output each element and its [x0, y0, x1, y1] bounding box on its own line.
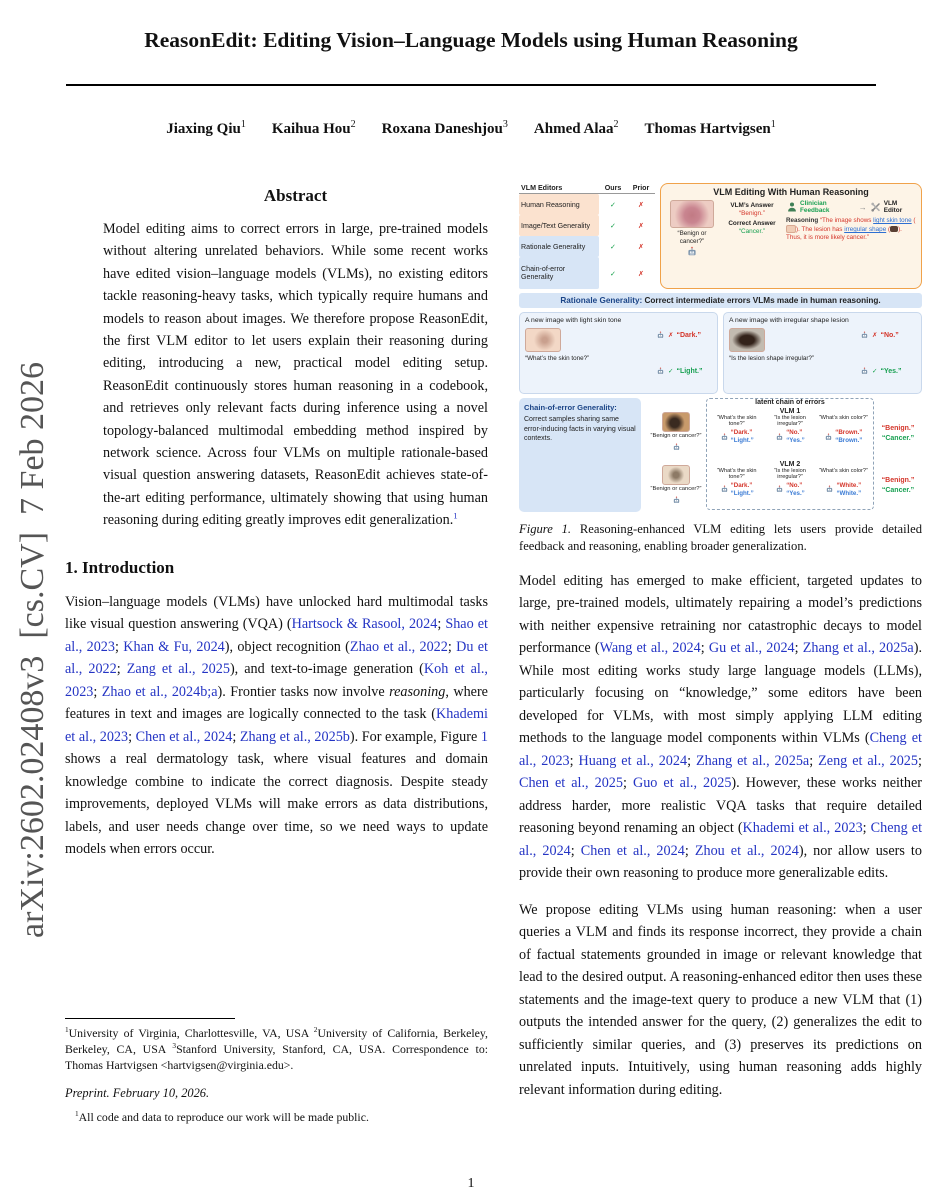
text-segment: Reasoning-enhanced VLM editing lets users provide detailed feedback and reasoning, enabling broader generalization. — [519, 522, 922, 553]
right-column — [519, 183, 922, 1115]
affiliation-footnote — [65, 1026, 488, 1073]
check-icon: ✓ — [610, 221, 616, 231]
text-segment: ; — [116, 661, 127, 678]
chain-step: “Is the lesion irregular?” “No.” “Yes.” — [774, 467, 806, 497]
wrong-final-answer: “Benign.” — [881, 477, 915, 485]
reasoning-label: Reasoning — [786, 217, 819, 224]
citation-link[interactable]: Chen et al., 2024 — [580, 842, 685, 859]
rationale-example-lesion-shape — [723, 312, 922, 394]
text-segment: 1 — [65, 1025, 69, 1035]
comparison-row: Rationale Generality ✓ ✗ — [519, 236, 655, 257]
robot-icon — [825, 485, 834, 494]
robot-icon — [656, 367, 665, 376]
query-text: “Benign or cancer?” — [650, 433, 702, 439]
text-segment: ; — [437, 616, 446, 633]
text-segment: , where features in text and images are logically connected to the task ( — [65, 683, 488, 723]
citation-link[interactable]: Khademi et al., 2023 — [742, 820, 863, 837]
cross-icon: ✗ — [638, 200, 644, 210]
chain-row-vlm1 — [646, 407, 922, 460]
robot-icon — [775, 433, 784, 442]
vlm-editing-panel — [660, 183, 922, 289]
section-heading-introduction: 1. Introduction — [65, 557, 175, 577]
citation-link[interactable]: Wang et al., 2024 — [599, 640, 701, 657]
text-segment: Figure 1. — [519, 522, 572, 536]
citation-link[interactable]: Zhang et al., 2025a — [695, 752, 810, 769]
abstract-text — [103, 218, 488, 532]
author: Ahmed Alaa$^2$ — [533, 119, 619, 137]
cross-icon: ✗ — [638, 221, 644, 231]
text-segment: “The image shows — [819, 217, 874, 224]
chain-generality-description — [519, 398, 641, 512]
citation-link[interactable]: 1 — [480, 728, 488, 745]
wrong-answer: “Dark.” — [676, 331, 701, 339]
chain-step: “What’s the skin tone?” “Dark.” “Light.” — [716, 415, 757, 445]
arxiv-sidebar-label: arXiv:2602.02408v3 [cs.CV] 7 Feb 2026 — [14, 361, 51, 938]
robot-icon — [824, 433, 833, 442]
text-segment: ; — [569, 752, 579, 769]
citation-link[interactable]: Zang et al., 2025 — [126, 661, 230, 678]
comparison-row: Chain-of-error Generality ✓ ✗ — [519, 257, 655, 289]
citation-link[interactable]: 1 — [453, 510, 458, 521]
text-segment: ; — [93, 683, 102, 700]
text-segment: ; — [918, 752, 922, 769]
wrong-final-answer: “Benign.” — [881, 424, 915, 432]
latent-chain-label: latent chain of errors — [755, 399, 825, 406]
abstract-heading: Abstract — [263, 186, 328, 205]
citation-link[interactable]: Chen et al., 2025 — [519, 775, 623, 792]
comparison-header-prior: Prior — [627, 183, 655, 194]
vlm-answer: “Benign.” — [739, 210, 765, 217]
text-segment: University of Virginia, Charlottesville, VA, USA — [68, 1026, 314, 1040]
figure-1 — [519, 183, 922, 512]
wrong-answer: “No.” — [786, 429, 803, 436]
text-segment — [786, 225, 796, 233]
rationale-example-skin-tone — [519, 312, 718, 394]
cross-icon: ✗ — [638, 242, 644, 252]
comparison-header-ours: Ours — [599, 183, 627, 194]
query-text: “Benign or cancer?” — [650, 485, 702, 492]
citation-link[interactable]: Du et al., 2022 — [65, 638, 488, 678]
robot-icon — [775, 485, 784, 494]
citation-link[interactable]: Shao et al., 2023 — [65, 616, 488, 655]
citation-link[interactable]: Gu et al., 2024 — [708, 640, 795, 657]
correct-badge-icon: ✓ — [668, 367, 674, 375]
example-question: “What’s the skin tone?” — [525, 355, 590, 363]
wrong-answer: “No.” — [880, 331, 899, 339]
author: Roxana Daneshjou$^3$ — [381, 119, 508, 137]
text-segment: ). However, these works neither address harder, more realistic VQA tasks that require detailed reasoning beyond renaming an object ( — [519, 775, 922, 837]
vlm2-sample-image — [662, 465, 690, 485]
robot-icon — [672, 496, 681, 505]
wrong-answer: “White.” — [836, 481, 862, 489]
corrected-answer: “Light.” — [730, 489, 754, 497]
text-segment: reasoning — [389, 683, 446, 700]
chain-row-vlm2 — [646, 460, 922, 513]
editor-tools-icon — [870, 201, 882, 213]
text-segment: Model editing has emerged to make efficient, targeted updates to large, pre-trained models, ultimately repairing a model’s predictions with neither expensive retraining nor catastrophic decays to model performance ( — [519, 572, 922, 657]
wrong-answer: “Brown.” — [835, 429, 863, 436]
corrected-answer: “Yes.” — [786, 489, 805, 497]
author: Jiaxing Qiu$^1$ — [166, 119, 246, 137]
figure-1-caption — [519, 521, 922, 555]
chain-step: “What’s skin color?” “Brown.” “Brown.” — [818, 415, 868, 445]
vlm-answer-label: VLM’s Answer — [730, 202, 774, 209]
citation-link[interactable]: Chen et al., 2024 — [135, 728, 233, 745]
citation-link[interactable]: Huang et al., 2024 — [578, 752, 688, 769]
citation-link[interactable]: Zhao et al., 2024b;a — [101, 683, 218, 700]
paper-title: ReasonEdit: Editing Vision–Language Models using Human Reasoning — [144, 28, 798, 52]
citation-link[interactable]: Zhao et al., 2022 — [349, 638, 448, 655]
robot-icon — [720, 485, 729, 494]
author: Thomas Hartvigsen$^1$ — [644, 119, 776, 137]
vlm1-sample-image — [662, 412, 690, 432]
robot-icon — [656, 331, 665, 340]
text-segment: ; — [115, 638, 124, 655]
left-column — [65, 180, 488, 875]
page-number: 1 — [467, 1176, 475, 1191]
corrected-answer: “Light.” — [730, 437, 754, 445]
citation-link[interactable]: Koh et al., 2023 — [65, 661, 488, 700]
light-skin-image — [525, 328, 561, 352]
vlm-editor-label: VLM Editor — [883, 200, 903, 214]
correct-answer: “Cancer.” — [738, 228, 766, 235]
authors-line — [0, 121, 942, 138]
chain-generality-text: Correct samples sharing same error-inducing facts in varying visual contexts. — [524, 416, 636, 443]
text-segment: shows a real dermatology task, where visual features and domain knowledge combine to indicate the correct diagnosis. Despite steady improvements, deployed VLMs will make errors as data distributions, labels, and user needs change over time, so we need ways to update models when errors occur. — [65, 751, 488, 858]
comparison-row: Image/Text Generality ✓ ✗ — [519, 215, 655, 236]
correct-answer: “Yes.” — [880, 367, 902, 375]
correct-answer: “Light.” — [676, 367, 703, 375]
chain-step: “What’s skin color?” “White.” “White.” — [818, 467, 868, 497]
footnote-rule — [65, 1018, 235, 1019]
correct-final-answer: “Cancer.” — [881, 487, 915, 495]
text-segment: Correct intermediate errors VLMs made in human reasoning. — [644, 296, 881, 305]
check-icon: ✓ — [610, 268, 616, 278]
corrected-answer: “Brown.” — [835, 437, 863, 445]
text-segment: light skin tone — [873, 217, 912, 224]
footnote-block — [65, 1018, 488, 1130]
code-footnote — [65, 1110, 488, 1126]
text-segment: Stanford University, Stanford, CA, USA. Correspondence to: Thomas Hartvigsen <hartvigsen@virginia.edu>. — [65, 1041, 488, 1072]
text-segment: All code and data to reproduce our work will be made public. — [78, 1110, 369, 1125]
rationale-generality-banner — [519, 293, 922, 308]
text-segment: Vision–language models (VLMs) have unlocked hard multimodal tasks like visual question answering (VQA) ( — [65, 593, 488, 633]
body-paragraph-2: We propose editing VLMs using human reasoning: when a user queries a VLM and finds its response incorrect, they provide a chain of factual statements grounded in image or relevant knowledge that lead to the desired output. A reasoning-enhanced editor then uses these statements and the image-text query to produce a new VLM that (1) outputs the intended answer for the query, (2) generalizes the edit to sufficiently similar queries, and (3) preserves its predictions on unrelated inputs. Intuitively, using human reasoning adds highly relevant information during editing. — [519, 901, 922, 1098]
cross-icon: ✗ — [638, 268, 644, 278]
text-segment: ( — [886, 225, 891, 233]
comparison-row: Human Reasoning ✓ ✗ — [519, 194, 655, 216]
irregular-lesion-image — [729, 328, 765, 352]
vlm2-label: VLM 2 — [779, 460, 801, 468]
check-icon: ✓ — [610, 200, 616, 210]
citation-link[interactable]: Zeng et al., 2025 — [818, 752, 918, 769]
text-segment: ; — [232, 728, 240, 745]
robot-icon — [672, 443, 681, 452]
text-segment: ; — [128, 728, 136, 745]
author: Kaihua Hou$^2$ — [271, 119, 356, 137]
citation-link[interactable]: Guo et al., 2025 — [632, 775, 732, 792]
text-segment: 2 — [313, 1025, 318, 1035]
text-segment — [890, 226, 898, 232]
text-segment: ; — [622, 775, 633, 792]
text-segment: ), and text-to-image generation ( — [229, 661, 424, 678]
wrong-answer: “Dark.” — [730, 429, 753, 436]
rationale-examples-row — [519, 312, 922, 394]
text-segment: ; — [447, 638, 457, 655]
text-segment: Rationale Generality: — [560, 296, 645, 305]
citation-link[interactable]: Cheng et al., 2023 — [519, 730, 922, 769]
text-segment: ). For example, Figure — [349, 728, 481, 745]
robot-icon — [860, 331, 869, 340]
query-text: “Benign or cancer?” — [677, 230, 707, 245]
clinician-icon — [786, 201, 798, 213]
text-segment: Model editing aims to correct errors in large, pre-trained models without altering unrelated behaviors. While some recent works have edited vision–language models (VLMs), no existing editors tackle reasoning-heavy tasks, which typically require humans and models to reason about images. We therefore propose ReasonEdit, the first VLM editor to let users explain their reasoning during editing, introducing a new, practical model editing setup. ReasonEdit continuously stores human reasoning in a codebook, and retrieves only relevant facts during inference using a novel topology-balanced multimodal embedding method inspired by network science. Across four VLMs on multiple rationale-based visual question answering datasets, ReasonEdit achieves state-of-the-art editing performance, ultimately showing that using human reasoning during editing greatly improves edit generalization. — [103, 221, 488, 529]
text-segment: ). While most editing works study large language models (LLMs), particularly focusing on “knowledge,” some editors have been developed for VLMs, with most simply applying LLM editing methods to the language model components within VLMs ( — [519, 640, 922, 747]
text-segment: ). The lesion has — [796, 225, 845, 233]
text-segment: ; — [687, 752, 696, 769]
text-segment: ( — [911, 217, 916, 224]
vlm1-label: VLM 1 — [779, 408, 801, 415]
corrected-answer: “Yes.” — [786, 437, 805, 445]
text-segment: irregular shape — [844, 225, 887, 233]
editor-comparison-table — [519, 183, 655, 289]
citation-link[interactable]: Zhang et al., 2025b — [239, 728, 350, 745]
wrong-answer: “No.” — [786, 481, 803, 489]
chain-generality-title: Chain-of-error Generality: — [524, 403, 617, 412]
check-icon: ✓ — [610, 242, 616, 252]
clinician-feedback-label: Clinician Feedback — [800, 200, 830, 214]
title-rule — [66, 84, 876, 86]
text-segment: ), nor allow users to provide their own reasoning to produce more generalizable edits. — [519, 842, 922, 882]
text-segment: ; — [684, 842, 695, 859]
wrong-badge-icon: ✗ — [872, 331, 878, 339]
text-segment: ; — [862, 820, 871, 837]
robot-icon — [720, 433, 729, 442]
chain-of-error-row — [519, 398, 922, 512]
arrow-icon: → — [858, 202, 867, 212]
figure-top-row — [519, 183, 922, 289]
skin-lesion-image — [670, 200, 714, 228]
chain-step: “Is the lesion irregular?” “No.” “Yes.” — [774, 415, 806, 445]
correct-badge-icon: ✓ — [872, 367, 878, 375]
introduction-paragraph — [65, 591, 488, 861]
wrong-badge-icon: ✗ — [668, 331, 674, 339]
example-description: A new image with light skin tone — [525, 317, 622, 324]
chain-of-error-table — [646, 398, 922, 512]
editing-panel-title: VLM Editing With Human Reasoning — [713, 187, 869, 197]
text-segment: ). Thus, it is more likely cancer.” — [786, 225, 902, 242]
correct-answer-label: Correct Answer — [728, 220, 776, 227]
body-paragraph-1 — [519, 570, 922, 885]
text-segment: ; — [570, 842, 581, 859]
citation-link[interactable]: Cheng et al., 2024 — [519, 820, 923, 859]
correct-final-answer: “Cancer.” — [881, 434, 915, 442]
chain-step: “What’s the skin tone?” “Dark.” “Light.” — [716, 467, 757, 497]
text-segment: ). Frontier tasks now involve — [217, 683, 390, 700]
citation-link[interactable]: Khademi et al., 2023 — [65, 706, 488, 745]
example-description: A new image with irregular shape lesion — [729, 317, 849, 324]
comparison-header-editors: VLM Editors — [519, 183, 599, 194]
text-segment: University of California, Berkeley, Berkeley, CA, USA — [65, 1026, 488, 1056]
corrected-answer: “White.” — [836, 489, 862, 497]
citation-link[interactable]: Hartsock & Rasool, 2024 — [291, 616, 438, 633]
wrong-answer: “Dark.” — [730, 481, 753, 489]
text-segment: 3 — [172, 1040, 177, 1050]
text-segment: ; — [700, 640, 709, 657]
example-question: “Is the lesion shape irregular?” — [729, 355, 815, 363]
citation-link[interactable]: Zhang et al., 2025a — [802, 640, 914, 657]
text-segment: 1 — [75, 1109, 79, 1119]
robot-icon — [860, 367, 869, 376]
text-segment: ; — [794, 640, 803, 657]
preprint-notice: Preprint. February 10, 2026. — [65, 1086, 210, 1101]
text-segment: ; — [809, 752, 819, 769]
citation-link[interactable]: Khan & Fu, 2024 — [123, 638, 225, 655]
text-segment: ), object recognition ( — [224, 638, 350, 655]
robot-icon — [686, 246, 698, 258]
citation-link[interactable]: Zhou et al., 2024 — [694, 842, 799, 859]
